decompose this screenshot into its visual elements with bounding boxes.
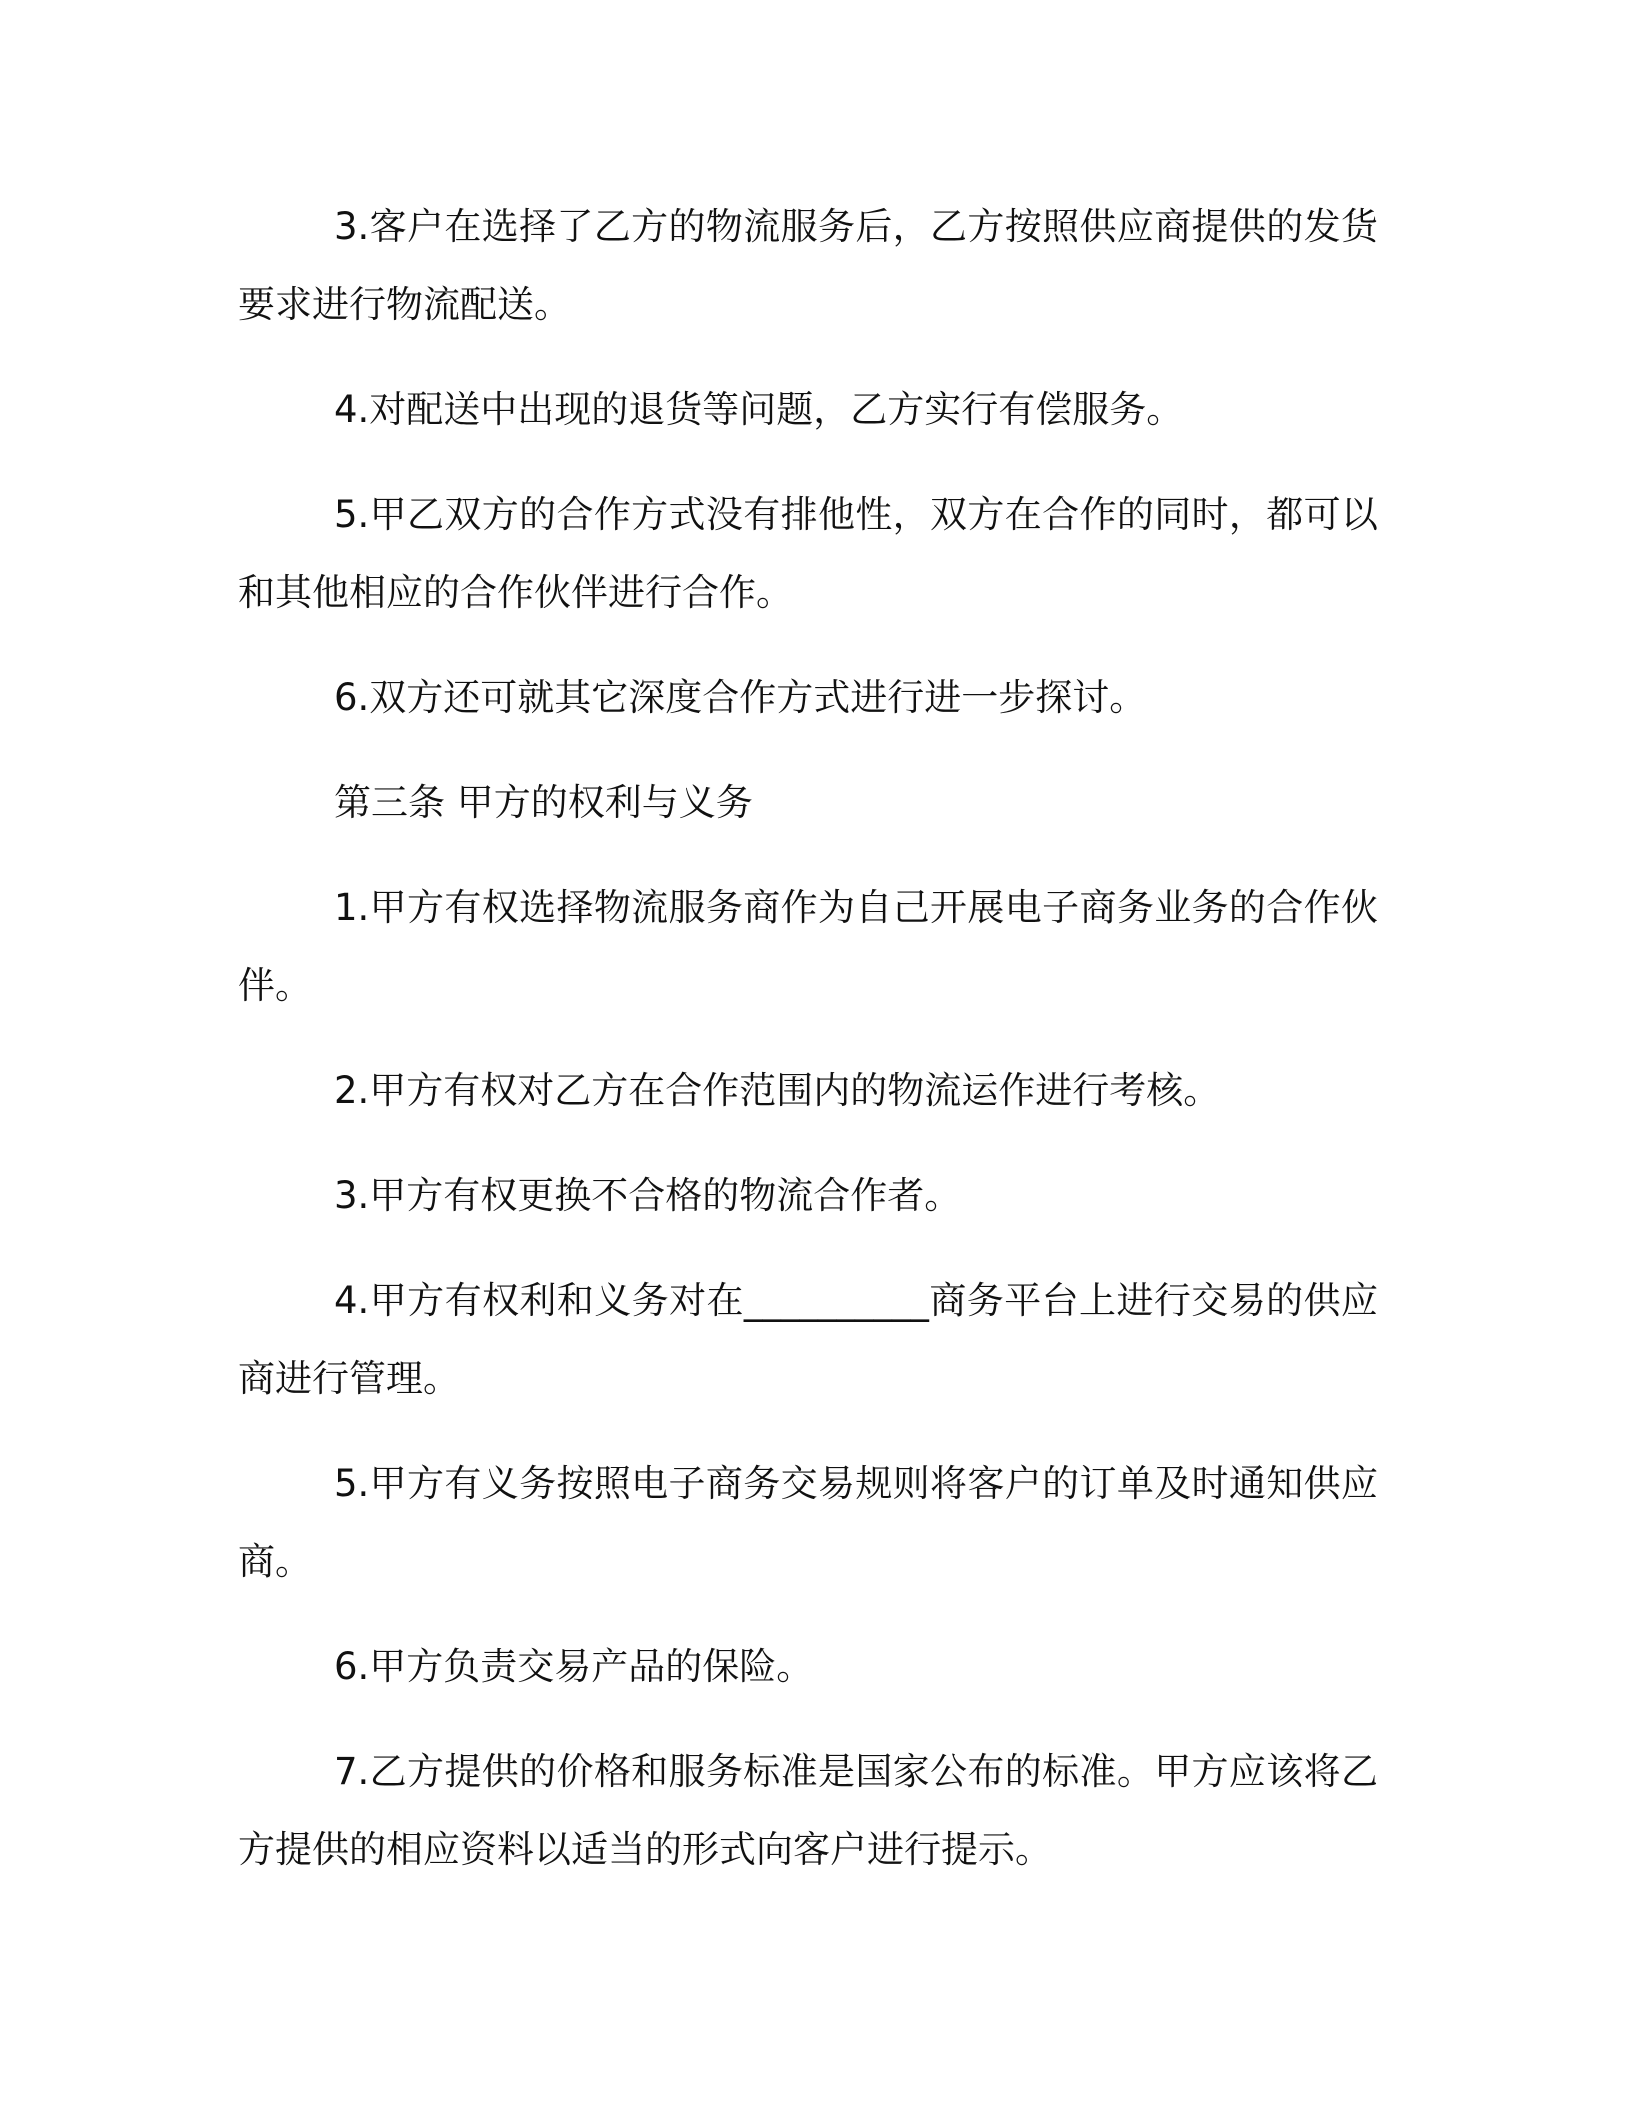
clause-3: 3.客户在选择了乙方的物流服务后，乙方按照供应商提供的发货要求进行物流配送。 [238,205,1378,326]
clause-4: 4.对配送中出现的退货等问题，乙方实行有偿服务。 [334,388,1184,431]
article-3-clause-7: 7.乙方提供的价格和服务标准是国家公布的标准。甲方应该将乙方提供的相应资料以适当的形式向客户进行提示。 [238,1750,1378,1871]
article-3-clause-2: 2.甲方有权对乙方在合作范围内的物流运作进行考核。 [334,1069,1221,1112]
article-3-clause-6: 6.甲方负责交易产品的保险。 [334,1645,814,1688]
document-body [238,188,1378,1916]
clause-6: 6.双方还可就其它深度合作方式进行进一步探讨。 [334,676,1147,719]
article-3-heading: 第三条 甲方的权利与义务 [334,781,753,824]
article-3-clause-3: 3.甲方有权更换不合格的物流合作者。 [334,1174,962,1217]
article-3-clause-4: 4.甲方有权利和义务对在__________商务平台上进行交易的供应商进行管理。 [238,1279,1378,1400]
article-3-clause-1: 1.甲方有权选择物流服务商作为自己开展电子商务业务的合作伙伴。 [238,886,1378,1007]
article-3-clause-5: 5.甲方有义务按照电子商务交易规则将客户的订单及时通知供应商。 [238,1462,1378,1583]
clause-5: 5.甲乙双方的合作方式没有排他性，双方在合作的同时，都可以和其他相应的合作伙伴进行合作。 [238,493,1378,614]
